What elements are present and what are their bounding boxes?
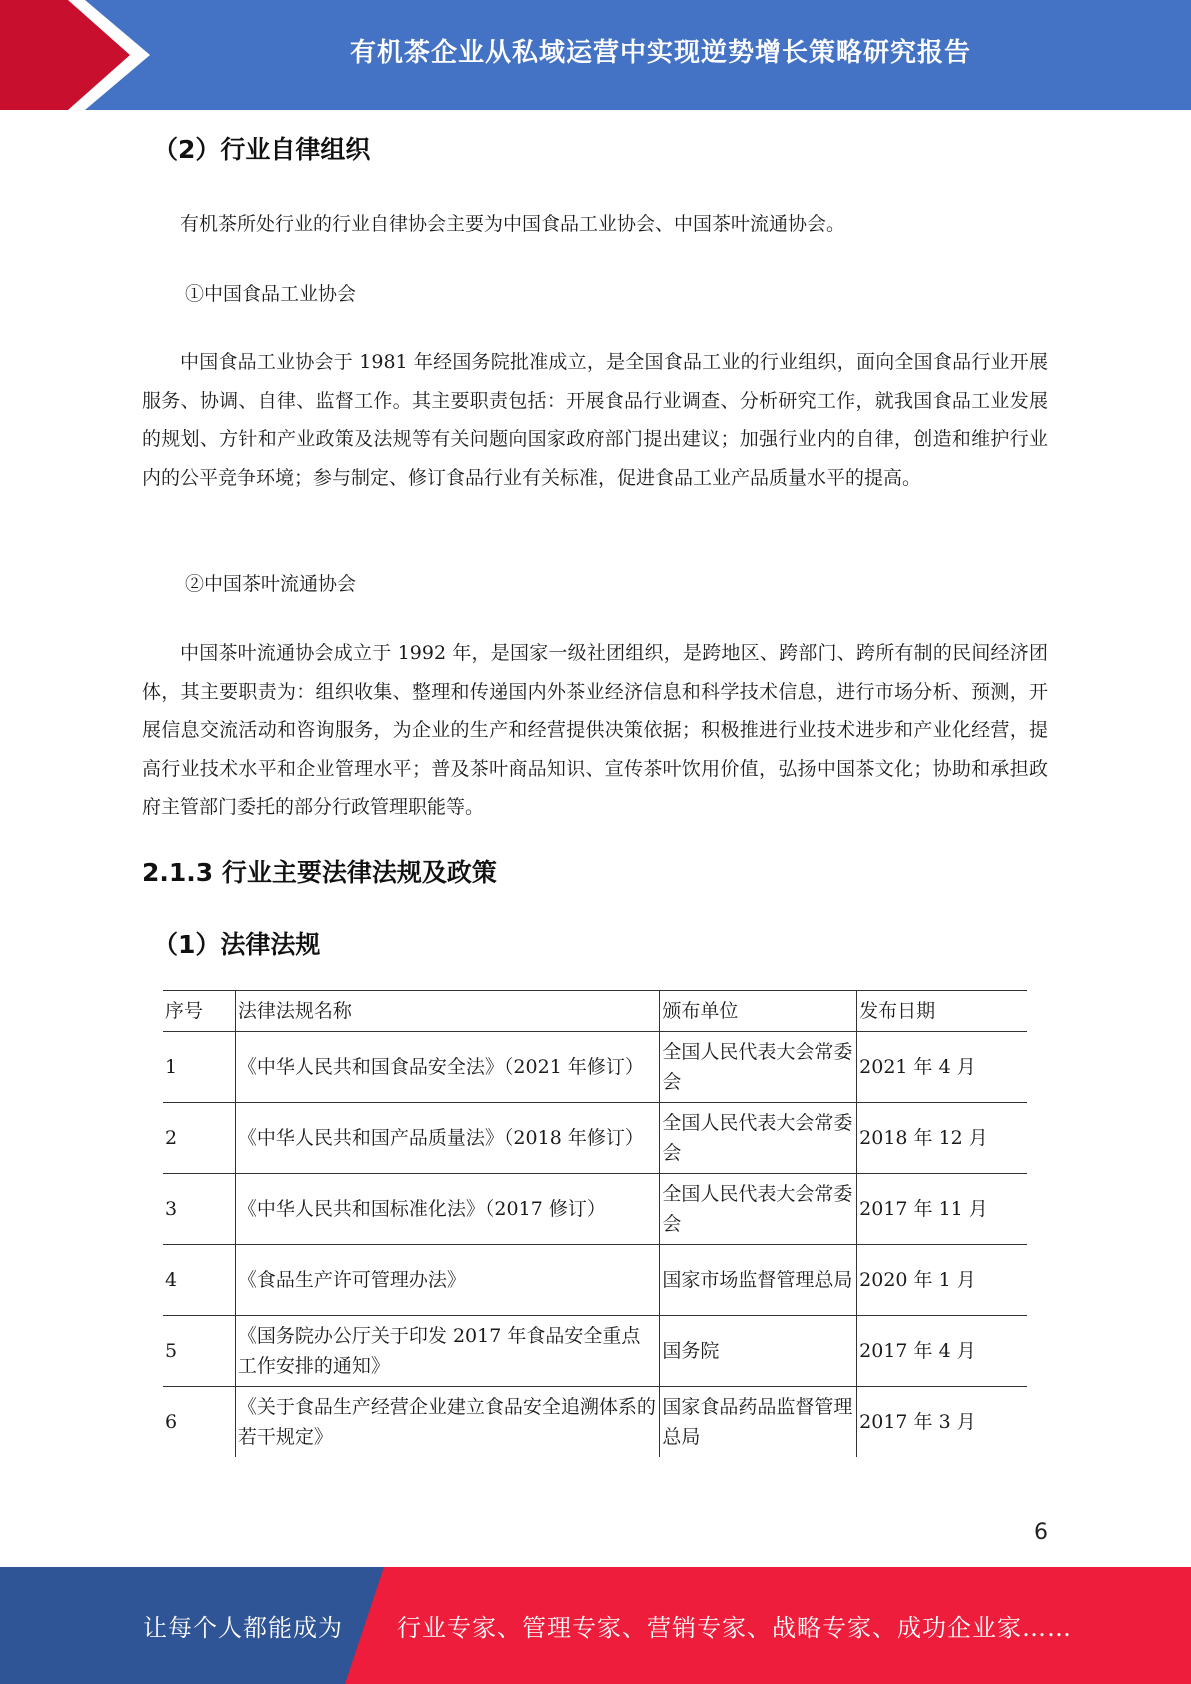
cell-law-name: 《关于食品生产经营企业建立食品安全追溯体系的若干规定》 (235, 1387, 659, 1458)
cell-issuer: 国家食品药品监督管理总局 (660, 1387, 857, 1458)
sub-heading-laws: （1）法律法规 (153, 930, 321, 959)
cell-date: 2017 年 3 月 (857, 1387, 1027, 1458)
cell-number: 4 (163, 1245, 235, 1316)
column-header-number: 序号 (163, 991, 235, 1032)
cell-law-name: 《中华人民共和国食品安全法》（2021 年修订） (235, 1032, 659, 1103)
cell-law-name: 《国务院办公厅关于印发 2017 年食品安全重点工作安排的通知》 (235, 1316, 659, 1387)
cell-date: 2021 年 4 月 (857, 1032, 1027, 1103)
item-title-tea-circulation-association: ②中国茶叶流通协会 (185, 573, 357, 595)
cell-issuer: 国家市场监督管理总局 (660, 1245, 857, 1316)
cell-number: 5 (163, 1316, 235, 1387)
column-header-date: 发布日期 (857, 991, 1027, 1032)
table-row (163, 1316, 1027, 1387)
cell-issuer: 全国人民代表大会常委会 (660, 1032, 857, 1103)
food-industry-association-paragraph: 中国食品工业协会于 1981 年经国务院批准成立，是全国食品工业的行业组织，面向全国食品行业开展服务、协调、自律、监督工作。其主要职责包括：开展食品行业调查、分析研究工作，就我国食品工业发展的规划、方针和产业政策及法规等有关问题向国家政府部门提出建议；加强行业内的自律，创造和维护行业内的公平竞争环境；参与制定、修订食品行业有关标准，促进食品工业产品质量水平的提高。 (142, 351, 1048, 489)
footer-slogan-right: 行业专家、管理专家、营销专家、战略专家、成功企业家…… (397, 1614, 1072, 1642)
column-header-issuer: 颁布单位 (660, 991, 857, 1032)
table-row (163, 1103, 1027, 1174)
table-row (163, 1032, 1027, 1103)
cell-law-name: 《中华人民共和国产品质量法》（2018 年修订） (235, 1103, 659, 1174)
cell-issuer: 全国人民代表大会常委会 (660, 1103, 857, 1174)
cell-number: 2 (163, 1103, 235, 1174)
intro-paragraph: 有机茶所处行业的行业自律协会主要为中国食品工业协会、中国茶叶流通协会。 (180, 213, 846, 235)
cell-issuer: 国务院 (660, 1316, 857, 1387)
column-header-law-name: 法律法规名称 (235, 991, 659, 1032)
footer-slogan-left: 让每个人都能成为 (143, 1614, 343, 1642)
page-header (0, 0, 1191, 110)
section-heading-self-regulatory: （2）行业自律组织 (153, 135, 371, 164)
table-row (163, 1245, 1027, 1316)
cell-date: 2020 年 1 月 (857, 1245, 1027, 1316)
cell-date: 2017 年 11 月 (857, 1174, 1027, 1245)
cell-number: 1 (163, 1032, 235, 1103)
report-title: 有机茶企业从私域运营中实现逆势增长策略研究报告 (349, 37, 971, 68)
page-number: 6 (1034, 1520, 1048, 1545)
cell-number: 6 (163, 1387, 235, 1458)
tea-circulation-association-paragraph: 中国茶叶流通协会成立于 1992 年，是国家一级社团组织，是跨地区、跨部门、跨所有制的民间经济团体，其主要职责为：组织收集、整理和传递国内外茶业经济信息和科学技术信息，进行市场分析、预测，开展信息交流活动和咨询服务，为企业的生产和经营提供决策依据；积极推进行业技术进步和产业化经营，提高行业技术水平和企业管理水平；普及茶叶商品知识、宣传茶叶饮用价值，弘扬中国茶文化；协助和承担政府主管部门委托的部分行政管理职能等。 (142, 642, 1048, 818)
cell-issuer: 全国人民代表大会常委会 (660, 1174, 857, 1245)
cell-law-name: 《中华人民共和国标准化法》（2017 修订） (235, 1174, 659, 1245)
cell-number: 3 (163, 1174, 235, 1245)
cell-date: 2017 年 4 月 (857, 1316, 1027, 1387)
table-header-row (163, 991, 1027, 1032)
item-title-food-industry-association: ①中国食品工业协会 (185, 283, 357, 305)
section-heading-laws-policies: 2.1.3 行业主要法律法规及政策 (142, 858, 497, 887)
table-row (163, 1174, 1027, 1245)
table-row (163, 1387, 1027, 1458)
laws-table (163, 990, 1027, 1457)
page-footer (0, 1567, 1191, 1684)
cell-date: 2018 年 12 月 (857, 1103, 1027, 1174)
cell-law-name: 《食品生产许可管理办法》 (235, 1245, 659, 1316)
